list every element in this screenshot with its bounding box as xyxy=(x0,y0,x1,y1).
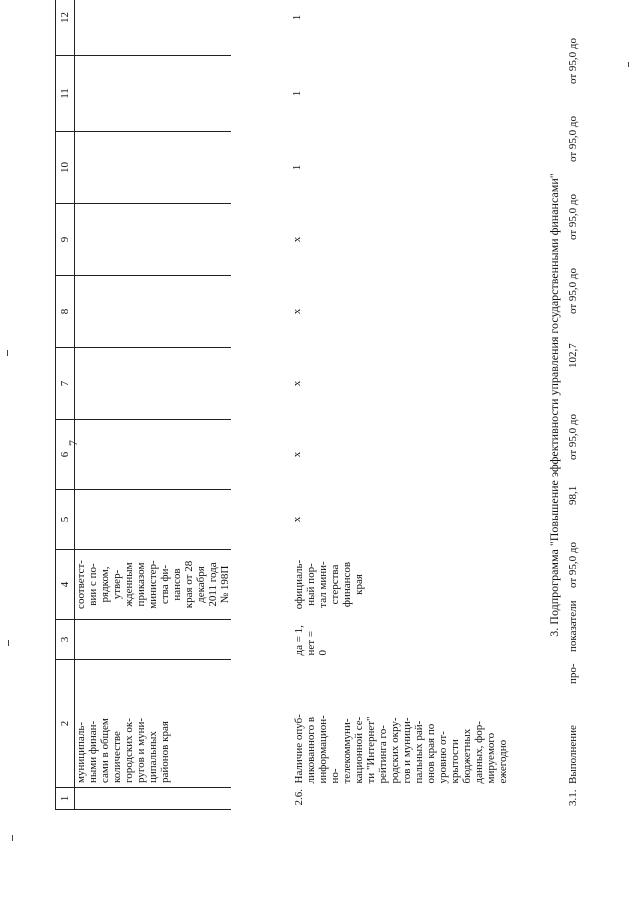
subprogram-title: 3. Подпрограмма "Повышение эффективности управления государственными финансами" xyxy=(547,173,561,637)
col-header: 8 xyxy=(56,276,75,348)
col-header: 11 xyxy=(56,56,75,132)
value-cell: от 95,0 до xyxy=(567,267,579,314)
value-cell: 98,1 xyxy=(567,485,579,505)
col-header: 9 xyxy=(56,204,75,276)
value-cell: от 95,0 до xyxy=(567,193,579,240)
value-cell: 1 xyxy=(291,14,303,21)
continuation-row xyxy=(75,0,232,810)
indicator-name: Выполнение xyxy=(567,725,579,784)
row-number: 2.6. xyxy=(293,789,305,806)
unit-text: да = 1, нет = 0 xyxy=(293,625,329,656)
col-header: 6 xyxy=(56,420,75,490)
col-header: 3 xyxy=(56,620,75,660)
value-cell: х xyxy=(291,516,303,523)
col-header: 10 xyxy=(56,132,75,204)
col-header: 5 xyxy=(56,490,75,550)
value-cell: от 95,0 до xyxy=(567,115,579,162)
value-cell: 102,7 xyxy=(567,343,579,368)
table-row-2-6 xyxy=(231,0,509,810)
col-header: 4 xyxy=(56,550,75,620)
indicator-table xyxy=(55,0,509,810)
row-number: 3.1. xyxy=(567,789,579,806)
col-header: 2 xyxy=(56,660,75,788)
value-cell: от 95,0 до xyxy=(567,37,579,84)
value-cell: х xyxy=(291,308,303,315)
col-header: 1 xyxy=(56,788,75,810)
page-number: 7 xyxy=(66,440,80,446)
indicator-name: Наличие опуб- ликованного в информацион- но- телекоммуни- кационной се- ти "Интернет" рейтинга го- родских окру- гов и муници- пальных рай- онов края по уровню от- крытости бюджетных данных, фор- мируемого ежегодно xyxy=(293,714,509,784)
value-cell: 1 xyxy=(291,90,303,97)
value-cell: от 95,0 до xyxy=(567,541,579,588)
value-cell: х xyxy=(291,236,303,243)
source-text: официаль- ный пор- тал мини- стерства финансов края xyxy=(293,559,365,610)
col-header: 12 xyxy=(56,0,75,56)
value-cell: от 95,0 до xyxy=(567,413,579,460)
value-cell: 1 xyxy=(291,164,303,171)
col-header: 7 xyxy=(56,348,75,420)
unit-text: показатели xyxy=(567,600,579,652)
column-number-row xyxy=(56,0,75,810)
indicator-name-cont: про- xyxy=(567,663,579,684)
continuation-indicator-text: муниципаль- ными финан- сами в общем количестве городских ок- ругов и муни- ципальных районов края xyxy=(75,660,232,788)
value-cell: х xyxy=(291,451,303,458)
continuation-source-text: соответст- вии с по- рядком, утвер- жденным приказом министер- ства фи- нансов края от 28 декабря 2011 года № 198П xyxy=(75,550,232,620)
value-cell: х xyxy=(291,380,303,387)
